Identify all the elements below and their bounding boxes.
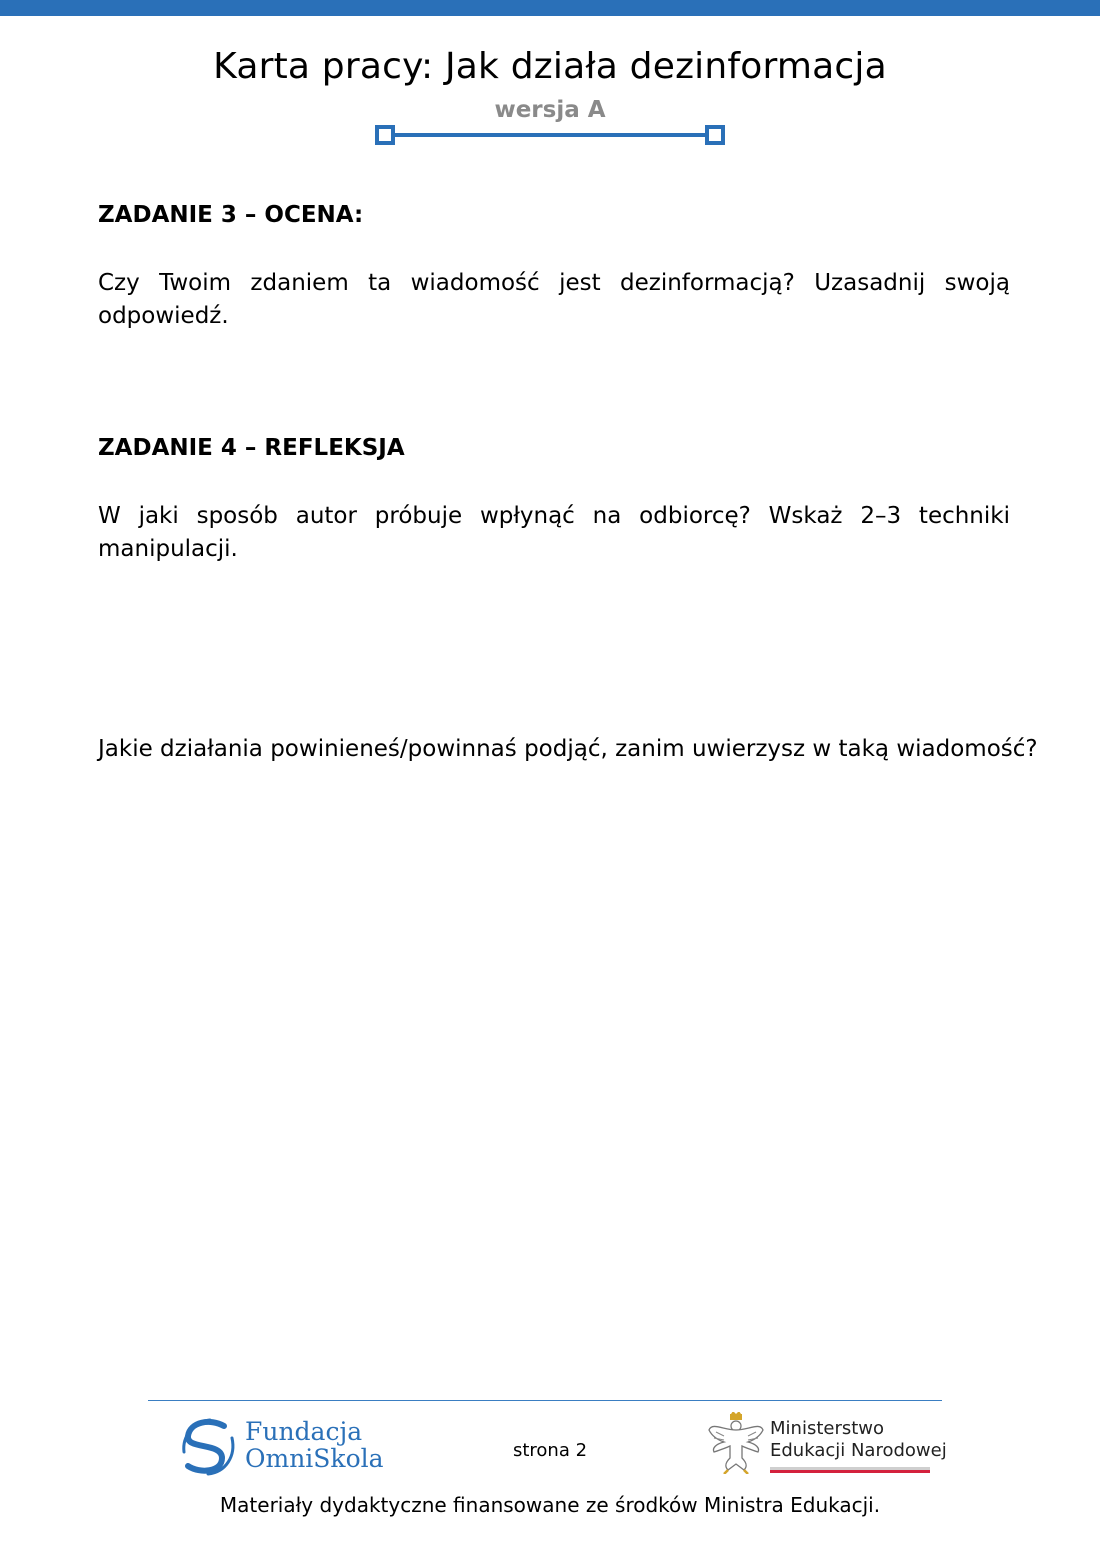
footer-divider [148,1400,942,1401]
page-number: strona 2 [512,1440,588,1461]
page-title: Karta pracy: Jak działa dezinformacja [213,46,887,87]
task-4-question-1: W jaki sposób autor próbuje wpłynąć na odbiorcę? Wskaż 2–3 techniki manipulacji. [98,503,1010,562]
task-4-question-2: Jakie działania powinieneś/powinnaś podjąć, zanim uwierzysz w taką wiadomość? [98,736,1038,762]
foundation-name-line1: Fundacja [245,1417,363,1446]
ministry-name-line1: Ministerstwo [770,1418,885,1439]
title-divider-decoration [374,124,726,148]
top-accent-bar [0,0,1100,16]
ministry-flag-stripe [770,1467,930,1473]
polish-eagle-emblem-icon [706,1412,766,1474]
task-3-question: Czy Twoim zdaniem ta wiadomość jest dezinformacją? Uzasadnij swoją odpowiedź. [98,270,1010,329]
ministry-name-line2: Edukacji Narodowej [770,1440,947,1461]
funding-note: Materiały dydaktyczne finansowane ze środków Ministra Edukacji. [219,1493,881,1517]
task-4-heading: ZADANIE 4 – REFLEKSJA [98,435,405,461]
ministry-logo-text [770,1418,947,1462]
version-label: wersja A [494,97,606,123]
foundation-name-line2: OmniSkola [245,1444,384,1473]
task-3-heading: ZADANIE 3 – OCENA: [98,202,364,228]
